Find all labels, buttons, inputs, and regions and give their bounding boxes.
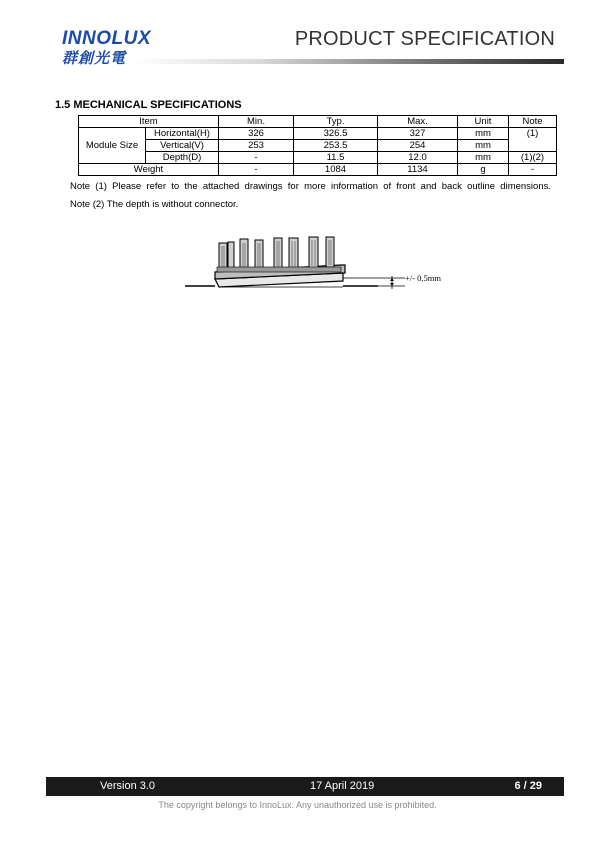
fin <box>274 238 282 269</box>
footer-version: Version 3.0 <box>100 780 156 792</box>
logo-text <box>62 29 151 49</box>
row-min: - <box>219 152 294 164</box>
row-min: 253 <box>219 140 294 152</box>
section-title: 1.5 MECHANICAL SPECIFICATIONS <box>55 99 242 111</box>
row-item: Depth(D) <box>146 152 219 164</box>
fin <box>326 237 334 267</box>
header-item: Item <box>79 116 219 128</box>
row-item: Horizontal(H) <box>146 128 219 140</box>
row-max: 327 <box>378 128 458 140</box>
note-2: Note (2) The depth is without connector. <box>70 199 239 210</box>
fin <box>289 238 298 269</box>
header-max: Max. <box>378 116 458 128</box>
row-unit: g <box>458 164 509 176</box>
row-item: Weight <box>79 164 219 176</box>
row-min: - <box>219 164 294 176</box>
depth-measurement-diagram <box>183 234 463 294</box>
header-min: Min. <box>219 116 294 128</box>
fin <box>228 242 234 271</box>
logo-text-value: INNOLUX <box>62 28 151 49</box>
row-typ: 253.5 <box>294 140 378 152</box>
row-item: Vertical(V) <box>146 140 219 152</box>
arrow-head-up <box>390 278 394 281</box>
row-typ: 326.5 <box>294 128 378 140</box>
row-note: (1)(2) <box>509 152 557 164</box>
arrow-head-down <box>390 283 394 286</box>
row-typ: 1084 <box>294 164 378 176</box>
note-1: Note (1) Please refer to the attached drawings for more information of front and back outline dimensions. <box>70 181 551 192</box>
fin <box>240 239 248 270</box>
row-typ: 11.5 <box>294 152 378 164</box>
row-unit: mm <box>458 128 509 140</box>
logo-chinese-text: 群創光電 <box>62 49 127 67</box>
copyright-notice: The copyright belongs to InnoLux. Any unauthorized use is prohibited. <box>158 800 437 810</box>
tolerance-label: +/- 0.5mm <box>405 273 441 283</box>
row-max: 1134 <box>378 164 458 176</box>
header-divider <box>132 59 564 64</box>
table-row <box>79 140 557 152</box>
footer-page-number: 6 / 29 <box>514 780 542 792</box>
header-note: Note <box>509 116 557 128</box>
row-unit: mm <box>458 152 509 164</box>
table-header-row <box>79 116 557 128</box>
row-unit: mm <box>458 140 509 152</box>
table-row <box>79 152 557 164</box>
table-row <box>79 164 557 176</box>
row-min: 326 <box>219 128 294 140</box>
header-typ: Typ. <box>294 116 378 128</box>
footer-bar <box>46 777 564 796</box>
row-max: 12.0 <box>378 152 458 164</box>
document-title: PRODUCT SPECIFICATION <box>294 28 555 50</box>
row-note: - <box>509 164 557 176</box>
mechanical-spec-table <box>78 115 557 176</box>
row-max: 254 <box>378 140 458 152</box>
fin <box>255 240 263 270</box>
header-unit: Unit <box>458 116 509 128</box>
table-row <box>79 128 557 140</box>
row-note: (1) <box>509 128 557 152</box>
footer-date: 17 April 2019 <box>310 780 375 792</box>
component-strip <box>217 267 341 272</box>
component-fins <box>219 237 334 271</box>
fin <box>309 237 318 268</box>
module-size-label: Module Size <box>79 128 146 164</box>
